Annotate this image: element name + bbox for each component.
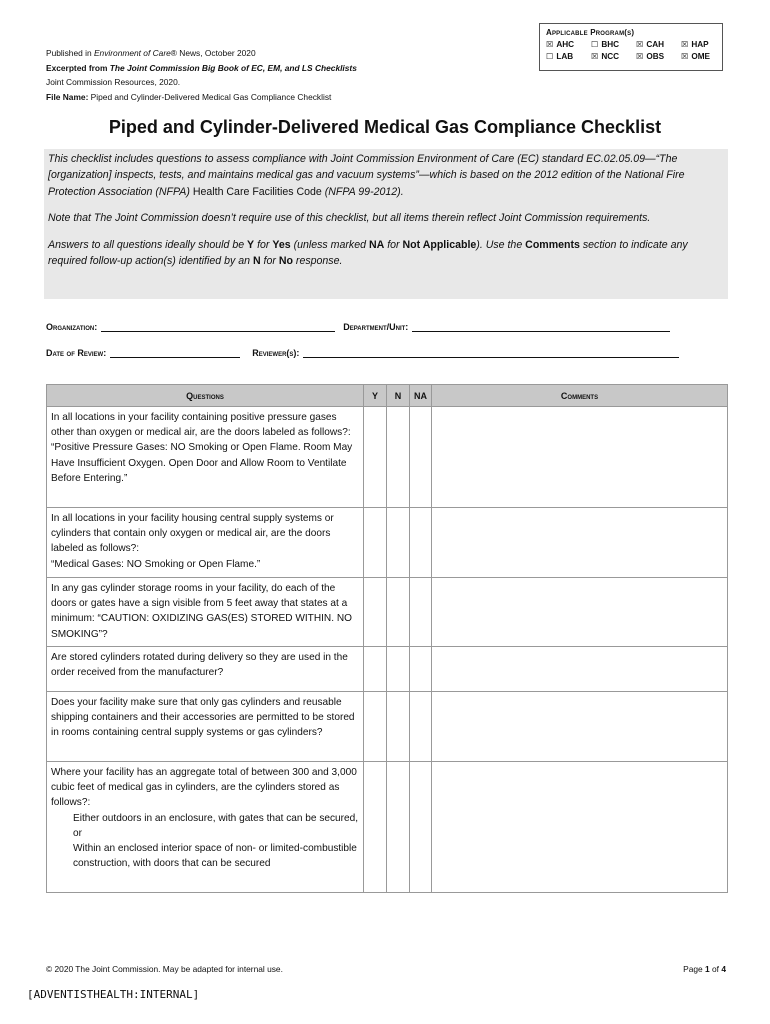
answer-n-cell[interactable] [387,692,410,762]
comments-cell[interactable] [432,407,728,508]
department-field[interactable] [412,321,670,332]
program-ncc: ☒ NCC [591,52,620,61]
question-cell: In all locations in your facility housing central supply systems or cylinders that contain only oxygen or medical air, are the doors labeled as follows?: “Medical Gases: NO Smoking or Open Flame.” [47,508,364,578]
question-cell: Are stored cylinders rotated during delivery so they are used in the order received from the manufacturer? [47,647,364,692]
answer-na-cell[interactable] [410,692,432,762]
questions-table [46,384,728,893]
publication-info [46,46,476,104]
table-row [47,508,728,578]
internal-classification-tag: [ADVENTISTHEALTH:INTERNAL] [27,988,200,1001]
answer-y-cell[interactable] [364,762,387,893]
question-cell: In any gas cylinder storage rooms in your facility, do each of the doors or gates have a sign visible from 5 feet away that states at a minimum: “CAUTION: OXIDIZING GAS(ES) STORED WITHIN. NO SMOKING”? [47,578,364,647]
answer-n-cell[interactable] [387,762,410,893]
form-row-organization [46,321,722,332]
checkbox-icon: ☐ [546,52,554,61]
program-hap: ☒ HAP [681,40,709,49]
checkbox-icon: ☒ [591,52,599,61]
table-row [47,647,728,692]
answer-y-cell[interactable] [364,692,387,762]
date-of-review-field[interactable] [110,347,240,358]
date-of-review-label: Date of Review: [46,348,107,358]
answer-n-cell[interactable] [387,508,410,578]
page-title: Piped and Cylinder-Delivered Medical Gas Compliance Checklist [108,117,662,137]
intro-standard-paragraph: This checklist includes questions to assess compliance with Joint Commission Environment of Care (EC) standard EC.02.05.09—“The [organization] inspects, tests, and maintains medical gas and vacuum systems”—which is based on the 2012 edition of the National Fire Protection Association (NFPA) Health Care Facilities Code (NFPA 99-2012). [48,153,685,198]
page-number: Page 1 of 4 [683,964,726,974]
table-row [47,578,728,647]
answer-na-cell[interactable] [410,508,432,578]
reviewer-label: Reviewer(s): [252,348,300,358]
excerpted-line: Excerpted from The Joint Commission Big Book of EC, EM, and LS Checklists [46,62,357,73]
answer-n-cell[interactable] [387,407,410,508]
comments-cell[interactable] [432,647,728,692]
program-ahc: ☒ AHC [546,40,575,49]
answer-na-cell[interactable] [410,762,432,893]
question-cell: Where your facility has an aggregate total of between 300 and 3,000 cubic feet of medical gas in cylinders, are the cylinders stored as follows?: Either outdoors in an enclosure, with gates that can be secured, or Within an enclosed interior space of non- or limited-combustible construction, with doors that can be secured [47,762,364,893]
copyright-notice: © 2020 The Joint Commission. May be adapted for internal use. [46,964,283,974]
program-cah: ☒ CAH [636,40,665,49]
answer-y-cell[interactable] [364,508,387,578]
form-row-review [46,347,722,358]
department-label: Department/Unit: [343,322,409,332]
organization-label: Organization: [46,322,98,332]
comments-cell[interactable] [432,692,728,762]
answer-y-cell[interactable] [364,407,387,508]
checkbox-icon: ☐ [591,40,599,49]
answer-n-cell[interactable] [387,578,410,647]
published-line: Published in Environment of Care® News, October 2020 [46,48,256,58]
intro-note-paragraph: Note that The Joint Commission doesn’t require use of this checklist, but all items therein reflect Joint Commission requirements. [48,212,651,225]
na-header: NA [410,385,432,407]
comments-header: Comments [432,385,728,407]
applicable-programs-title: Applicable Program(s) [546,28,635,37]
table-row [47,692,728,762]
table-row [47,407,728,508]
organization-field[interactable] [101,321,335,332]
table-row [47,762,728,893]
publisher-line: Joint Commission Resources, 2020. [46,77,181,87]
checkbox-icon: ☒ [546,40,554,49]
comments-cell[interactable] [432,762,728,893]
n-header: N [387,385,410,407]
answer-na-cell[interactable] [410,647,432,692]
y-header: Y [364,385,387,407]
reviewer-field[interactable] [303,347,679,358]
table-header-row [47,385,728,407]
page-footer [46,964,726,974]
intro-answers-paragraph: Answers to all questions ideally should be Y for Yes (unless marked NA for Not Applicable). Use the Comments section to indicate any required follow-up action(s) identified by an N for No response. [48,238,688,268]
answer-na-cell[interactable] [410,578,432,647]
checkbox-icon: ☒ [636,40,644,49]
file-name-line: File Name: Piped and Cylinder-Delivered Medical Gas Compliance Checklist [46,91,332,102]
comments-cell[interactable] [432,508,728,578]
program-ome: ☒ OME [681,52,710,61]
questions-header: Questions [47,385,364,407]
intro-box [44,149,728,299]
checkbox-icon: ☒ [681,52,689,61]
answer-n-cell[interactable] [387,647,410,692]
checkbox-icon: ☒ [681,40,689,49]
question-cell: In all locations in your facility containing positive pressure gases other than oxygen or medical air, are the doors labeled as follows?: “Positive Pressure Gases: NO Smoking or Open Flame. Room May Have Insufficient Oxygen. Open Door and Allow Room to Ventilate Before Entering.” [47,407,364,508]
answer-y-cell[interactable] [364,578,387,647]
question-cell: Does your facility make sure that only gas cylinders and reusable shipping containers and their accessories are permitted to be stored in rooms containing central supply systems or gas cylinders? [47,692,364,762]
program-obs: ☒ OBS [636,52,665,61]
program-lab: ☐ LAB [546,52,574,61]
answer-y-cell[interactable] [364,647,387,692]
program-bhc: ☐ BHC [591,40,620,49]
answer-na-cell[interactable] [410,407,432,508]
checkbox-icon: ☒ [636,52,644,61]
applicable-programs-box [539,23,723,71]
comments-cell[interactable] [432,578,728,647]
